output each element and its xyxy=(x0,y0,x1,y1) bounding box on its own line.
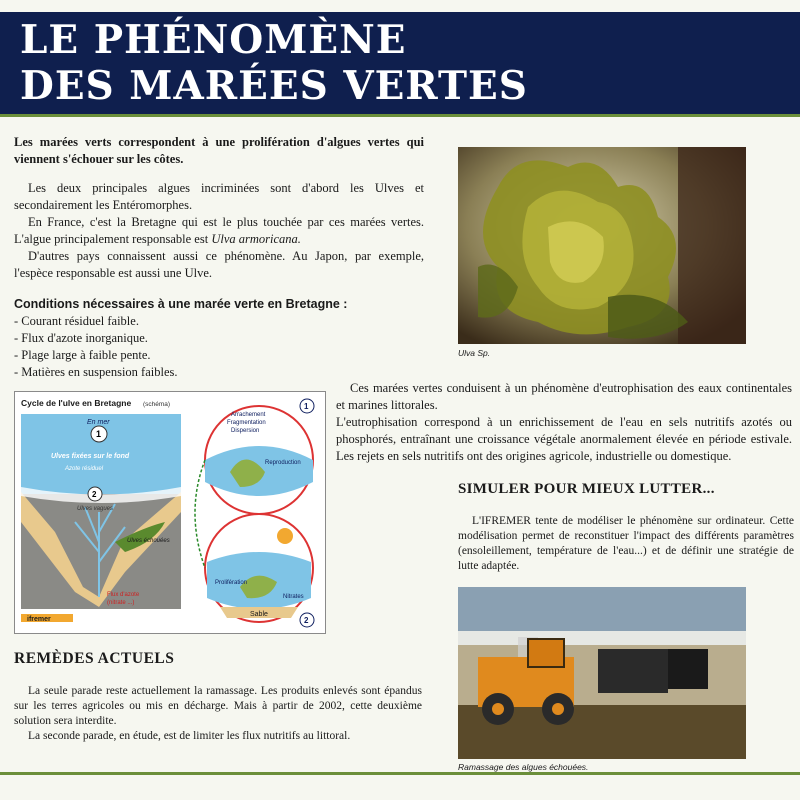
reproduction-label: Reproduction xyxy=(265,460,301,466)
step-1-label: 1 xyxy=(96,429,102,439)
intro-paragraph-1: Les deux principales algues incriminées sont d'abord les Ulves et secondairement les Entéromorphes. xyxy=(14,181,424,212)
circle-1-badge-number: 1 xyxy=(304,402,309,411)
sable-label: Sable xyxy=(250,611,268,618)
eutrophisation-paragraph-2: L'eutrophisation correspond à un enrichissement de l'eau en sels nutritifs azotés ou phosphorés, entraînant une croissance végétale anormalement élevée en période estivale. Les rejets en sels nutritifs ont des origines agricole, industrielle ou domestique. xyxy=(336,415,792,463)
intro-paragraph-2-text: En France, c'est la Bretagne qui est le plus touchée par ces marées vertes. L'algue principalement responsable est xyxy=(14,215,424,246)
header-divider xyxy=(0,114,800,117)
remedes-section xyxy=(14,684,422,744)
species-name: Ulva armoricana. xyxy=(211,232,301,246)
page-title-line2: DES MARÉES VERTES xyxy=(20,63,528,109)
eutrophisation-paragraph-1: Ces marées vertes conduisent à un phénomène d'eutrophisation des eaux continentales et marines littorales. xyxy=(336,381,792,412)
condition-item: - Plage large à faible pente. xyxy=(14,348,151,362)
nitrates-label: Nitrates xyxy=(283,594,304,600)
footer-divider xyxy=(0,772,800,775)
en-mer-label: En mer xyxy=(87,419,110,426)
azote-label: Azote résiduel xyxy=(65,466,104,472)
loader-bucket xyxy=(598,649,668,693)
ulva-photo xyxy=(458,147,746,344)
ulva-photo-image xyxy=(458,147,746,344)
ulves-vagues-label: Ulves vagues xyxy=(77,506,114,512)
surf-band xyxy=(458,631,746,645)
simuler-heading: SIMULER POUR MIEUX LUTTER... xyxy=(458,481,715,497)
intro-paragraph-3: D'autres pays connaissent aussi ce phénomène. Au Japon, par exemple, l'espèce responsable est aussi une Ulve. xyxy=(14,249,424,280)
ulves-echouees-label: Ulves échouées xyxy=(127,538,170,544)
header-banner xyxy=(0,12,800,114)
remedes-paragraph-2: La seconde parade, en étude, est de limiter les flux nutritifs au littoral. xyxy=(28,730,351,742)
diagram-title: Cycle de l'ulve en Bretagne xyxy=(21,398,132,408)
fragmentation-label: Fragmentation xyxy=(227,420,266,426)
sea-band xyxy=(458,587,746,635)
arrachement-label: Arrachement xyxy=(231,412,266,418)
ulva-caption: Ulva Sp. xyxy=(458,348,491,358)
proliferation-label: Prolifération xyxy=(215,580,248,586)
intro-section xyxy=(14,134,424,381)
ramassage-caption: Ramassage des algues échouées. xyxy=(458,762,589,772)
remedes-heading: REMÈDES ACTUELS xyxy=(14,650,175,667)
simuler-section xyxy=(458,514,794,574)
remedes-paragraph-1: La seule parade reste actuellement la ramassage. Les produits enlevés sont épandus sur les terres agricoles ou mis en décharge. Mais à partir de 2002, cette deuxième solution sera interdite. xyxy=(14,685,422,727)
conditions-title: Conditions nécessaires à une marée verte en Bretagne : xyxy=(14,297,348,311)
dispersion-label: Dispersion xyxy=(231,428,260,434)
diagram-svg xyxy=(15,392,325,633)
cycle-arrow-icon xyxy=(195,460,205,568)
ramassage-photo-image xyxy=(458,587,746,759)
flux-azote-label: Flux d'azote xyxy=(107,592,140,598)
ramassage-photo xyxy=(458,587,746,759)
circle-2-badge-number: 2 xyxy=(304,616,309,625)
page-title-line1: LE PHÉNOMÈNE xyxy=(20,17,407,63)
ifremer-logo-text: ifremer xyxy=(27,616,51,623)
intro-paragraph-2 xyxy=(14,214,424,248)
step-2-label: 2 xyxy=(92,490,97,499)
conditions-list xyxy=(14,313,424,381)
diagram-subtitle: (schéma) xyxy=(143,401,171,408)
simuler-paragraph: L'IFREMER tente de modéliser le phénomène sur ordinateur. Cette modélisation permet de reconstituer l'impact des différents paramètres (ensoleillement, température de l'eau...) et de définir une stratégie de lutte adaptée. xyxy=(458,515,794,572)
condition-item: - Flux d'azote inorganique. xyxy=(14,331,148,345)
sun-icon xyxy=(277,528,293,544)
intro-lead: Les marées verts correspondent à une prolifération d'algues vertes qui viennent s'échouer sur les côtes. xyxy=(14,135,424,166)
ulva-cycle-diagram xyxy=(14,391,326,634)
ulves-fond-label: Ulves fixées sur le fond xyxy=(51,453,130,460)
nitrate-label: (nitrate ...) xyxy=(107,600,135,606)
condition-item: - Matières en suspension faibles. xyxy=(14,365,178,379)
condition-item: - Courant résiduel faible. xyxy=(14,314,139,328)
tractor-cab xyxy=(528,639,564,667)
eutrophisation-section xyxy=(336,380,792,465)
